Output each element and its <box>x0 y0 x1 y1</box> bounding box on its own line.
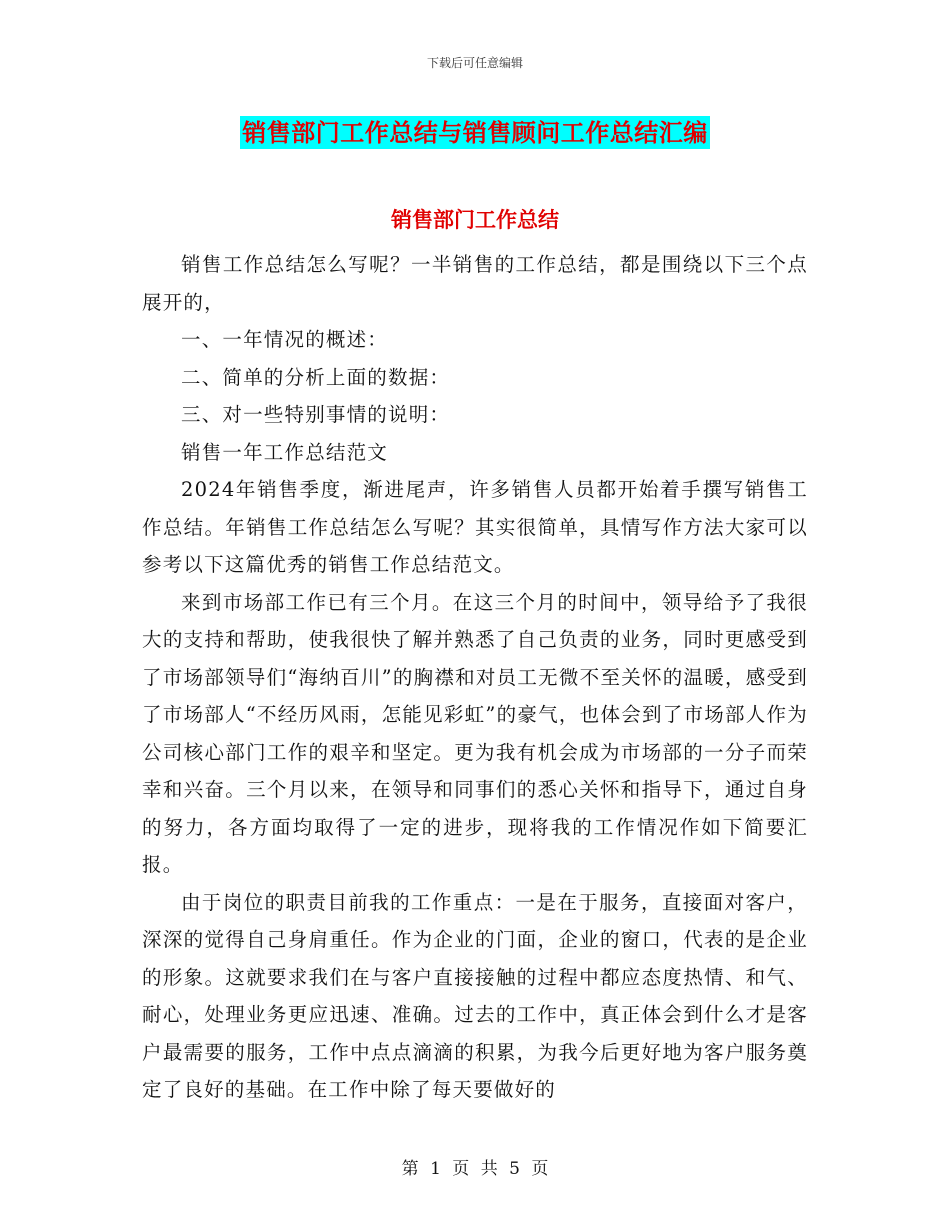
document-body <box>142 246 808 1109</box>
paragraph: 2024年销售季度，渐进尾声，许多销售人员都开始着手撰写销售工作总结。年销售工作总结怎么写呢？其实很简单，具情写作方法大家可以参考以下这篇优秀的销售工作总结范文。 <box>142 478 808 576</box>
paragraph: 三、对一些特别事情的说明： <box>181 403 451 426</box>
paragraph: 销售工作总结怎么写呢？一半销售的工作总结，都是围绕以下三个点展开的， <box>142 253 808 314</box>
paragraph: 一、一年情况的概述： <box>181 328 389 351</box>
section-title: 销售部门工作总结 <box>391 207 559 232</box>
page-footer: 第 1 页 共 5 页 <box>401 1159 549 1179</box>
document-title <box>0 113 950 148</box>
paragraph: 二、简单的分析上面的数据： <box>181 365 451 389</box>
paragraph: 来到市场部工作已有三个月。在这三个月的时间中，领导给予了我很大的支持和帮助，使我很快了解并熟悉了自己负责的业务，同时更感受到了市场部领导们“海纳百川”的胸襟和对员工无微不至关怀的温暖，感受到了市场部人“不经历风雨，怎能见彩虹”的豪气，也体会到了市场部人作为公司核心部门工作的艰辛和坚定。更为我有机会成为市场部的一分子而荣幸和兴奋。三个月以来，在领导和同事们的悉心关怀和指导下，通过自身的努力，各方面均取得了一定的进步，现将我的工作情况作如下简要汇报。 <box>142 590 808 876</box>
paragraph: 销售一年工作总结范文 <box>181 440 389 464</box>
paragraph: 由于岗位的职责目前我的工作重点：一是在于服务，直接面对客户，深深的觉得自己身肩重任。作为企业的门面，企业的窗口，代表的是企业的形象。这就要求我们在与客户直接接触的过程中都应态度热情、和气、耐心，处理业务更应迅速、准确。过去的工作中，真正体会到什么才是客户最需要的服务，工作中点点滴滴的积累，为我今后更好地为客户服务奠定了良好的基础。在工作中除了每天要做好的 <box>142 890 808 1101</box>
header-note: 下载后可任意编辑 <box>426 56 523 70</box>
document-title-text: 销售部门工作总结与销售顾问工作总结汇编 <box>242 118 708 147</box>
